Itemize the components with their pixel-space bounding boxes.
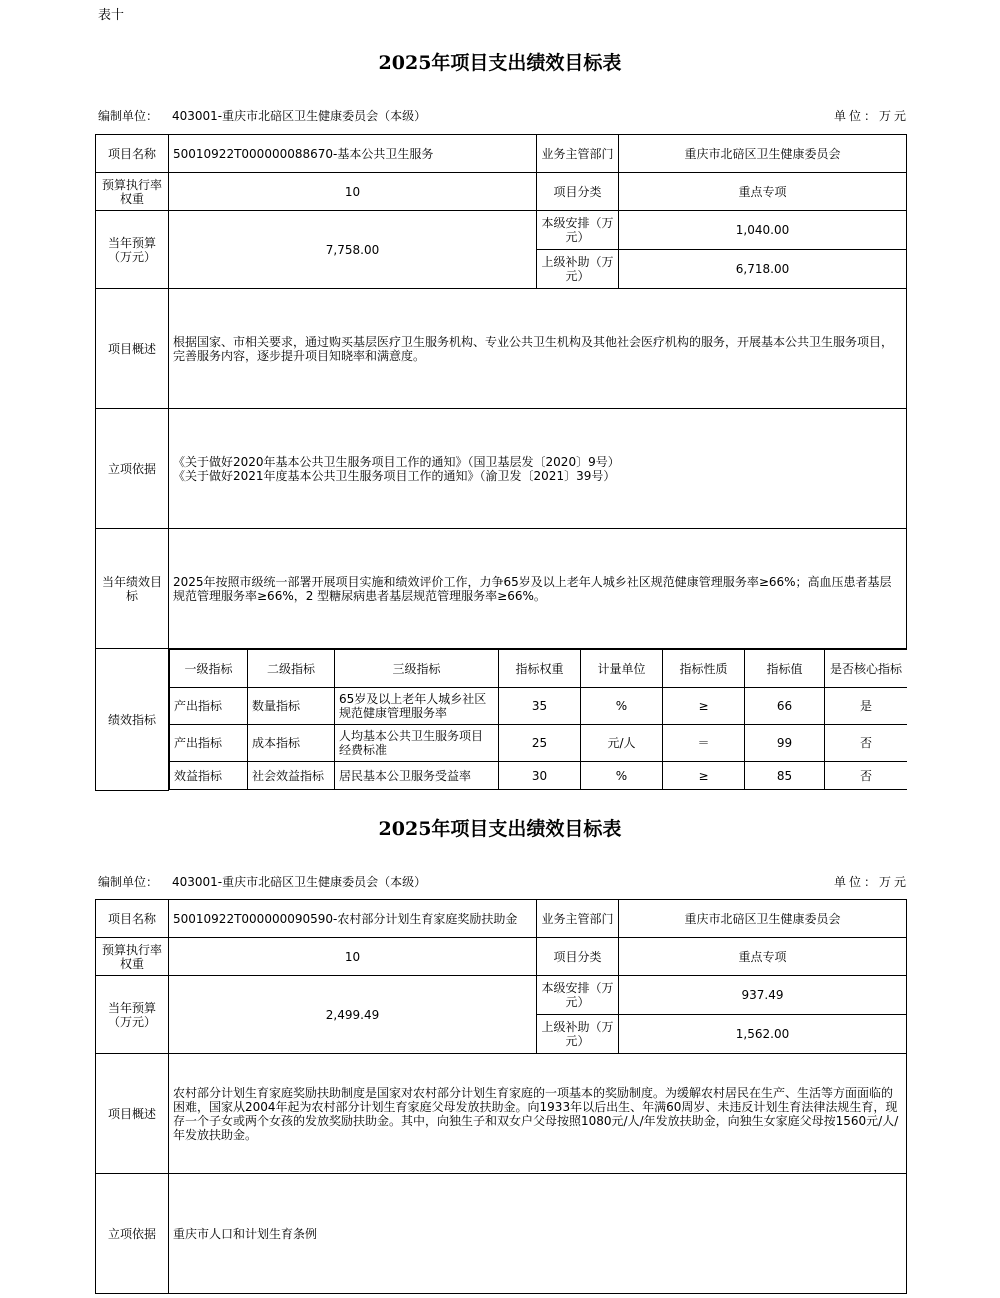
- ind-unit: %: [581, 688, 663, 725]
- ind-nature: ≥: [663, 762, 745, 790]
- budget-value: 7,758.00: [169, 211, 537, 289]
- performance-table-2: [95, 899, 907, 1294]
- ind-header: 三级指标: [335, 650, 499, 688]
- dept-label: 业务主管部门: [537, 135, 619, 173]
- overview-label: 项目概述: [96, 1054, 169, 1174]
- section-2-title: 2025年项目支出绩效目标表: [378, 818, 622, 840]
- budget-label: 当年预算（万元）: [96, 211, 169, 289]
- own-label: 本级安排（万元）: [537, 211, 619, 250]
- ind-header: 指标性质: [663, 650, 745, 688]
- goal-label: 当年绩效目标: [96, 529, 169, 649]
- own-label: 本级安排（万元）: [537, 976, 619, 1015]
- weight-value: 10: [169, 173, 537, 211]
- ind-level2: 成本指标: [248, 725, 335, 762]
- ind-core: 是: [825, 688, 907, 725]
- ind-unit: 元/人: [581, 725, 663, 762]
- ind-level3: 65岁及以上老年人城乡社区规范健康管理服务率: [335, 688, 499, 725]
- indicators-cell: [169, 649, 907, 791]
- own-value: 937.49: [619, 976, 907, 1015]
- unit-label: 单位：万元: [834, 875, 910, 889]
- org-value: 403001-重庆市北碚区卫生健康委员会（本级）: [172, 109, 427, 123]
- basis-line: 《关于做好2020年基本公共卫生服务项目工作的通知》（国卫基层发〔2020〕9号）: [173, 454, 620, 469]
- section-1-title: 2025年项目支出绩效目标表: [378, 52, 622, 74]
- project-name-value: 50010922T000000090590-农村部分计划生育家庭奖励扶助金: [169, 900, 537, 938]
- project-name-value: 50010922T000000088670-基本公共卫生服务: [169, 135, 537, 173]
- ind-value: 85: [745, 762, 825, 790]
- ind-header: 指标值: [745, 650, 825, 688]
- upper-label: 上级补助（万元）: [537, 1015, 619, 1054]
- ind-header: 一级指标: [170, 650, 248, 688]
- upper-value: 6,718.00: [619, 250, 907, 289]
- ind-level2: 数量指标: [248, 688, 335, 725]
- ind-level1: 产出指标: [170, 725, 248, 762]
- overview-value: 农村部分计划生育家庭奖励扶助制度是国家对农村部分计划生育家庭的一项基本的奖励制度。为缓解农村居民在生产、生活等方面面临的困难，国家从2004年起为农村部分计划生育家庭父母发放扶助金。向1933年以后出生、年满60周岁、未违反计划生育法律法规生育，现存一个子女或两个女孩的发放奖励扶助金。其中，向独生子和双女户父母按照1080元/人/年发放扶助金，向独生女家庭父母按1560元/人/年发放扶助金。: [169, 1054, 907, 1174]
- ind-header: 计量单位: [581, 650, 663, 688]
- basis-label: 立项依据: [96, 1174, 169, 1294]
- ind-value: 99: [745, 725, 825, 762]
- unit-label: 单位：万元: [834, 109, 910, 123]
- basis-label: 立项依据: [96, 409, 169, 529]
- ind-nature: ＝: [663, 725, 745, 762]
- indicators-label: 绩效指标: [96, 649, 169, 791]
- category-value: 重点专项: [619, 173, 907, 211]
- budget-label: 当年预算（万元）: [96, 976, 169, 1054]
- org-label: 编制单位：: [98, 875, 159, 889]
- dept-value: 重庆市北碚区卫生健康委员会: [619, 135, 907, 173]
- dept-value: 重庆市北碚区卫生健康委员会: [619, 900, 907, 938]
- weight-label: 预算执行率权重: [96, 173, 169, 211]
- category-label: 项目分类: [537, 173, 619, 211]
- table-row: [170, 725, 907, 762]
- basis-value: 重庆市人口和计划生育条例: [169, 1174, 907, 1294]
- overview-label: 项目概述: [96, 289, 169, 409]
- ind-header: 指标权重: [499, 650, 581, 688]
- page-label: 表十: [98, 8, 125, 23]
- table-row: [170, 688, 907, 725]
- ind-level3: 居民基本公卫服务受益率: [335, 762, 499, 790]
- ind-header: 是否核心指标: [825, 650, 907, 688]
- ind-level3: 人均基本公共卫生服务项目经费标准: [335, 725, 499, 762]
- budget-value: 2,499.49: [169, 976, 537, 1054]
- overview-value: 根据国家、市相关要求，通过购买基层医疗卫生服务机构、专业公共卫生机构及其他社会医疗机构的服务，开展基本公共卫生服务项目，完善服务内容，逐步提升项目知晓率和满意度。: [169, 289, 907, 409]
- ind-value: 66: [745, 688, 825, 725]
- performance-table-1: [95, 134, 907, 791]
- ind-level2: 社会效益指标: [248, 762, 335, 790]
- project-name-label: 项目名称: [96, 135, 169, 173]
- ind-core: 否: [825, 725, 907, 762]
- ind-weight: 35: [499, 688, 581, 725]
- upper-value: 1,562.00: [619, 1015, 907, 1054]
- ind-nature: ≥: [663, 688, 745, 725]
- weight-label: 预算执行率权重: [96, 938, 169, 976]
- goal-value: 2025年按照市级统一部署开展项目实施和绩效评价工作，力争65岁及以上老年人城乡社区规范健康管理服务率≥66%；高血压患者基层规范管理服务率≥66%，2 型糖尿病患者基层规范管理服务率≥66%。: [169, 529, 907, 649]
- org-value: 403001-重庆市北碚区卫生健康委员会（本级）: [172, 875, 427, 889]
- dept-label: 业务主管部门: [537, 900, 619, 938]
- ind-weight: 25: [499, 725, 581, 762]
- table-row: [170, 762, 907, 790]
- ind-level1: 产出指标: [170, 688, 248, 725]
- ind-weight: 30: [499, 762, 581, 790]
- weight-value: 10: [169, 938, 537, 976]
- ind-level1: 效益指标: [170, 762, 248, 790]
- org-label: 编制单位：: [98, 109, 159, 123]
- ind-unit: %: [581, 762, 663, 790]
- category-value: 重点专项: [619, 938, 907, 976]
- own-value: 1,040.00: [619, 211, 907, 250]
- ind-header: 二级指标: [248, 650, 335, 688]
- project-name-label: 项目名称: [96, 900, 169, 938]
- ind-core: 否: [825, 762, 907, 790]
- indicators-table: [169, 649, 907, 790]
- category-label: 项目分类: [537, 938, 619, 976]
- basis-line: 《关于做好2021年度基本公共卫生服务项目工作的通知》（渝卫发〔2021〕39号）: [173, 468, 616, 483]
- basis-value: [169, 409, 907, 529]
- upper-label: 上级补助（万元）: [537, 250, 619, 289]
